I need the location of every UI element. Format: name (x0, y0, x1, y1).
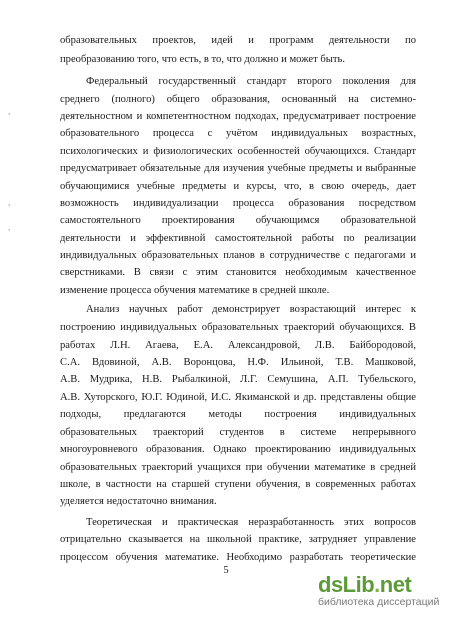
body-text-line: преобразованию того, что есть, в то, что должно и может быть. (60, 54, 345, 65)
body-text-line: индивидуальных образовательных планов в сотрудничестве с педагогами и (60, 250, 416, 261)
watermark-logo: dsLib.net (318, 572, 412, 597)
body-text-line: образовательного процесса с учётом индивидуальных возрастных, (60, 128, 416, 139)
page-number: 5 (223, 565, 229, 576)
body-text-line: работах Л.Н. Агаева, Е.А. Александровой, Л.В. Байбородовой, (60, 340, 416, 351)
body-text-line: самостоятельного проектирования обучающимся образовательной (60, 215, 416, 226)
body-text-line: А.В. Хуторского, Ю.Г. Юдиной, И.С. Якиманской и др. представлены общие (60, 392, 416, 403)
body-text-line: предусматривает обязательные для изучения учебные предметы и выбранные (60, 163, 416, 174)
watermark-subtitle: библиотека диссертаций (318, 596, 440, 608)
body-text-line: построению индивидуальных образовательных траекторий обучающихся. В (60, 322, 416, 333)
body-text-line: образовательных проектов, идей и программ деятельности по (60, 35, 416, 46)
body-text-line: уделяется недостаточно внимания. (60, 496, 217, 507)
body-text-line: деятельности и эффективной самостоятельной работы по реализации (60, 233, 416, 244)
scan-speck: , (8, 222, 11, 232)
body-text-line: процессом обучения математике. Необходимо разработать теоретические (60, 552, 416, 563)
body-text-line: С.А. Вдовиной, А.В. Воронцова, Н.Ф. Ильиной, Т.В. Машковой, (60, 357, 416, 368)
body-text-line: психологических и физиологических особенностей обучающихся. Стандарт (60, 146, 416, 157)
scan-speck: , (8, 106, 11, 116)
body-text-line: обучающимися учебные предметы и курсы, что, в свою очередь, дает (60, 181, 416, 192)
body-text-line: сверстниками. В связи с этим становится необходимым качественное (60, 267, 416, 278)
body-text-line: образовательных траекторий студентов в системе непрерывного (60, 427, 416, 438)
body-text-line: среднего (полного) общего образования, основанный на системно- (60, 94, 416, 105)
paragraph-first-line: Теоретическая и практическая неразработанность этих вопросов (86, 517, 416, 528)
paragraph-first-line: Анализ научных работ демонстрирует возрастающий интерес к (86, 304, 416, 315)
body-text-line: многоуровневого образования. Однако проектированию индивидуальных (60, 444, 416, 455)
body-text-line: образовательных траекторий учащихся при обучении математике в средней (60, 462, 416, 473)
paragraph-first-line: Федеральный государственный стандарт второго поколения для (86, 76, 416, 87)
scan-speck: , (8, 197, 11, 207)
body-text-line: подходы, предлагаются методы построения индивидуальных (60, 409, 416, 420)
body-text-line: деятельностном и компетентностном подходах, предусматривает построение (60, 111, 416, 122)
body-text-line: А.В. Мудрика, Н.В. Рыбалкиной, Л.Г. Семушина, А.П. Тубельского, (60, 374, 416, 385)
body-text-line: школе, в частности на старшей ступени обучения, в современных работах (60, 479, 416, 490)
body-text-line: отрицательно сказывается на школьной практике, затрудняет управление (60, 534, 416, 545)
dslib-watermark (318, 572, 444, 608)
body-text-line: изменение процесса обучения математике в средней школе. (60, 285, 330, 296)
body-text-line: возможность индивидуализации процесса образования посредством (60, 198, 416, 209)
